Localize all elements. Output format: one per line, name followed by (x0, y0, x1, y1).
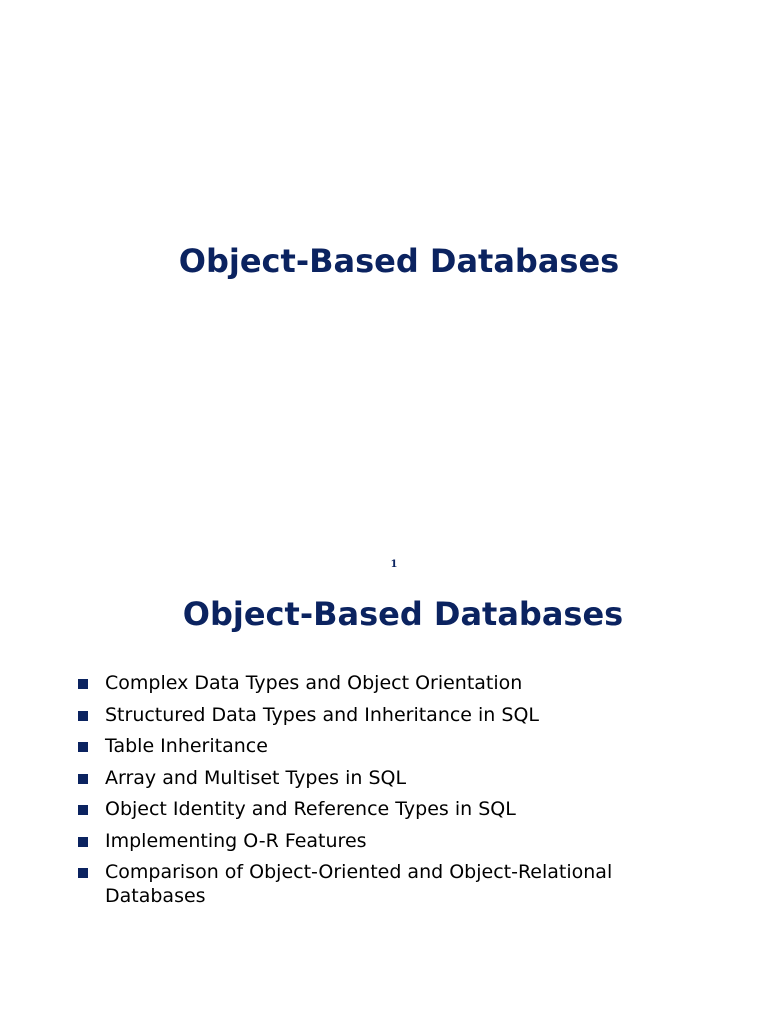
list-item-text: Structured Data Types and Inheritance in SQL (105, 703, 539, 726)
square-bullet-icon (78, 805, 88, 815)
list-item-text: Table Inheritance (105, 735, 268, 757)
square-bullet-icon (78, 837, 88, 847)
list-item (78, 734, 678, 758)
list-item-text: Array and Multiset Types in SQL (105, 766, 407, 789)
square-bullet-icon (78, 868, 88, 878)
list-item (78, 797, 678, 821)
square-bullet-icon (78, 742, 88, 752)
outline-slide (0, 576, 768, 1024)
bullet-list (78, 671, 678, 916)
list-item-text: Object Identity and Reference Types in SQL (105, 798, 516, 820)
list-item-text: Implementing O-R Features (105, 829, 367, 852)
square-bullet-icon (78, 711, 88, 721)
list-item (78, 766, 678, 790)
list-item-text: Comparison of Object-Oriented and Object-Relational Databases (105, 861, 613, 907)
list-item (78, 703, 678, 727)
square-bullet-icon (78, 679, 88, 689)
page-number: 1 (390, 559, 398, 570)
list-item (78, 829, 678, 853)
slide-title: Object-Based Databases (178, 242, 620, 280)
list-item (78, 860, 678, 908)
list-item-text: Complex Data Types and Object Orientation (105, 672, 523, 694)
square-bullet-icon (78, 774, 88, 784)
list-item (78, 671, 678, 695)
slide-title: Object-Based Databases (182, 595, 624, 633)
